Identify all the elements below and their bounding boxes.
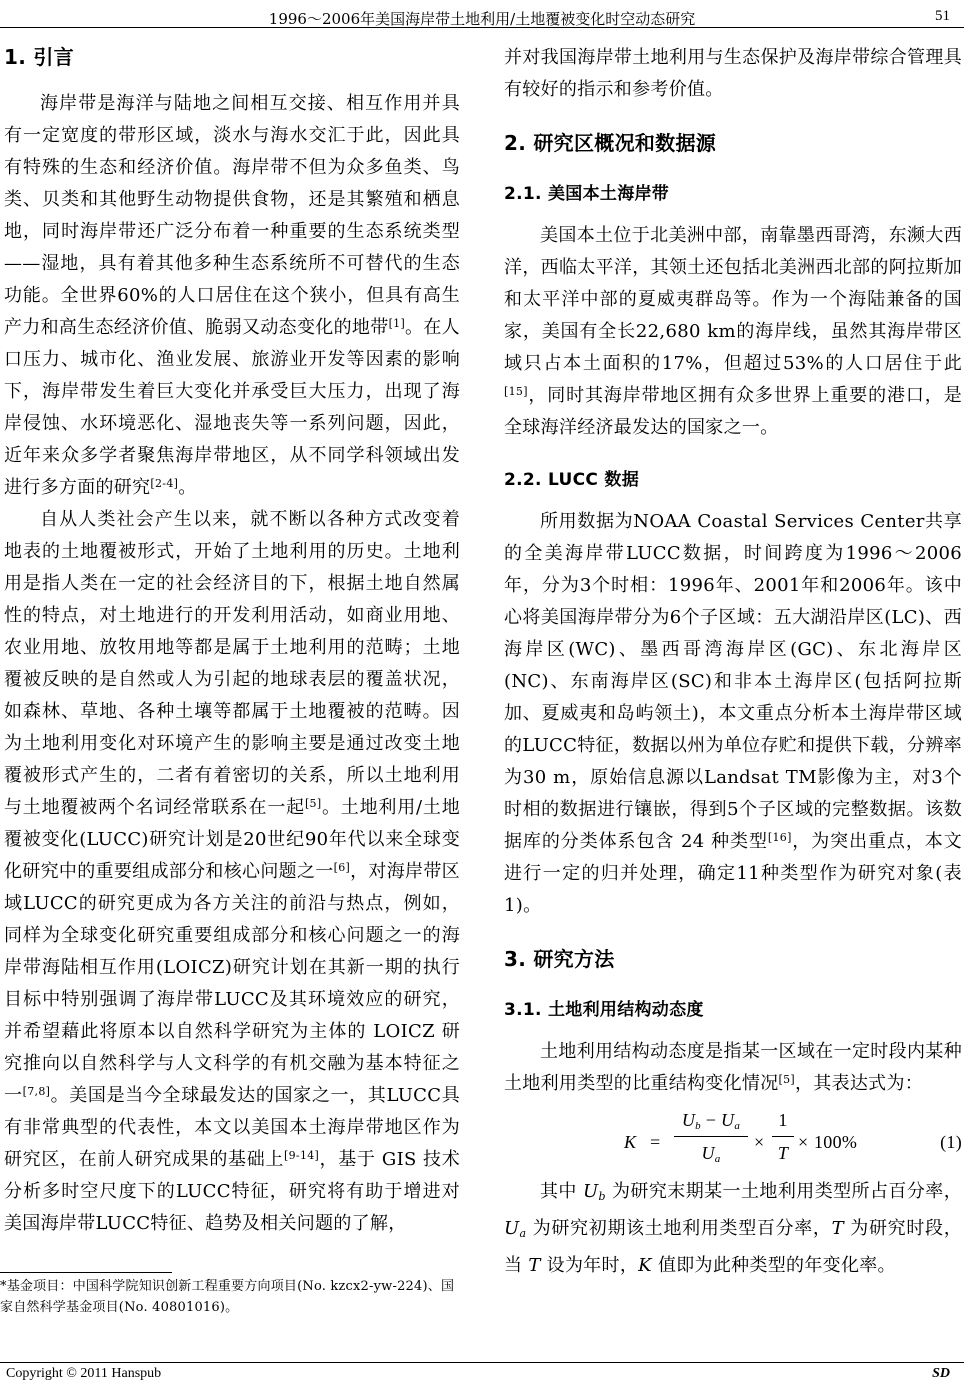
section-2-heading: 2. 研究区概况和数据源: [504, 131, 717, 155]
lucc-data-paragraph: 所用数据为NOAA Coastal Services Center共享的全美海岸带LUCC数据，时间跨度为1996～2006年，分为3个时相：1996年、2001年和2006年。该中心将美国海岸带分为6个子区域：五大湖沿岸区(LC)、西海岸区(WC)、墨西哥湾海岸区(GC)、东北海岸区(NC)、东南海岸区(SC)和非本土海岸区(包括阿拉斯加、夏威夷和岛屿领土)，本文重点分析本土海岸带区域的LUCC特征，数据以州为单位存贮和提供下载，分辨率为30 m，原始信息源以Landsat TM影像为主，对3个时相的数据进行镶嵌，得到5个子区域的完整数据。该数据库的分类体系包含 24 种类型[16]，为突出重点，本文进行一定的归并处理，确定11种类型作为研究对象(表1)。: [504, 511, 962, 916]
section-3-heading: 3. 研究方法: [504, 947, 615, 971]
right-column: [504, 42, 962, 1282]
left-column: [4, 42, 460, 1240]
section-2-1-heading: 2.1. 美国本土海岸带: [504, 184, 670, 204]
eq-fraction-1: $U_b - U_a$ $U_a$: [674, 1106, 748, 1167]
citation: [2-4]: [150, 477, 179, 490]
equation-number: (1): [940, 1132, 962, 1152]
footnote-rule: [0, 1272, 172, 1273]
intro-paragraph-1: 海岸带是海洋与陆地之间相互交接、相互作用并具有一定宽度的带形区域，淡水与海水交汇于此，因此具有特殊的生态和经济价值。海岸带不但为众多鱼类、鸟类、贝类和其他野生动物提供食物，还是其繁殖和栖息地，同时海岸带还广泛分布着一种重要的生态系统类型——湿地，具有着其他多种生态系统所不可替代的生态功能。全世界60%的人口居住在这个狭小，但具有高生产力和高生态经济价值、脆弱又动态变化的地带[1]。在人口压力、城市化、渔业发展、旅游业开发等因素的影响下，海岸带发生着巨大变化并承受巨大压力，出现了海岸侵蚀、水环境恶化、湿地丧失等一系列问题，因此，近年来众多学者聚焦海岸带地区，从不同学科领域出发进行多方面的研究[2-4]。: [4, 93, 460, 498]
dynamic-degree-paragraph: 土地利用结构动态度是指某一区域在一定时段内某种土地利用类型的比重结构变化情况[5]，其表达式为：: [504, 1041, 962, 1094]
section-2-2-heading: 2.2. LUCC 数据: [504, 470, 639, 490]
eq-percent: 100%: [814, 1132, 858, 1152]
citation: [9-14]: [284, 1149, 320, 1162]
copyright-notice: Copyright © 2011 Hanspub: [6, 1366, 162, 1381]
eq-times: ×: [754, 1132, 765, 1152]
funding-footnote: *基金项目：中国科学院知识创新工程重要方向项目(No. kzcx2-yw-224)、国家自然科学基金项目(No. 40801016)。: [0, 1279, 455, 1315]
eq-times: ×: [798, 1132, 809, 1152]
intro-paragraph-continued: 并对我国海岸带土地利用与生态保护及海岸带综合管理具有较好的指示和参考价值。: [504, 47, 962, 100]
section-1-heading: 1. 引言: [4, 45, 74, 69]
running-title: 1996～2006年美国海岸带土地利用/土地覆被变化时空动态研究: [268, 10, 696, 28]
section-3-1-heading: 3.1. 土地利用结构动态度: [504, 1000, 704, 1020]
citation: [7,8]: [22, 1085, 51, 1098]
header-rule: [0, 27, 964, 28]
eq-lhs: K: [624, 1132, 637, 1152]
equation-1: [504, 1106, 962, 1172]
citation: [1]: [388, 317, 406, 330]
citation: [6]: [333, 861, 351, 874]
intro-paragraph-2: 自从人类社会产生以来，就不断以各种方式改变着地表的土地覆被形式，开始了土地利用的历史。土地利用是指人类在一定的社会经济目的下，根据土地自然属性的特点，对土地进行的开发利用活动，如商业用地、农业用地、放牧用地等都是属于土地利用的范畴；土地覆被反映的是自然或人为引起的地球表层的覆盖状况，如森林、草地、各种土壤等都属于土地覆被的范畴。因为土地利用变化对环境产生的影响主要是通过改变土地覆被形式产生的，二者有着密切的关系，所以土地利用与土地覆被两个名词经常联系在一起[5]。土地利用/土地覆被变化(LUCC)研究计划是20世纪90年代以来全球变化研究中的重要组成部分和核心问题之一[6]，对海岸带区域LUCC的研究更成为各方关注的前沿与热点，例如，同样为全球变化研究重要组成部分和核心问题之一的海岸带海陆相互作用(LOICZ)研究计划在其新一期的执行目标中特别强调了海岸带LUCC及其环境效应的研究，并希望藉此将原本以自然科学研究为主体的 LOICZ 研究推向以自然科学与人文科学的有机交融为基本特征之一[7,8]。美国是当今全球最发达的国家之一，其LUCC具有非常典型的代表性，本文以美国本土海岸带地区作为研究区，在前人研究成果的基础上[9-14]，基于 GIS 技术分析多时空尺度下的LUCC特征，研究将有助于增进对美国海岸带LUCC特征、趋势及相关问题的了解，: [4, 509, 461, 1234]
footer-rule: [0, 1362, 964, 1363]
citation: [5]: [778, 1073, 795, 1086]
running-header: [0, 6, 964, 28]
citation: [5]: [304, 797, 322, 810]
page-number: 51: [935, 8, 950, 24]
eq-fraction-2: 1 T: [772, 1106, 794, 1167]
equation-explanation-paragraph: 其中 $U_b$ 为研究末期某一土地利用类型所占百分率，$U_a$ 为研究初期该土地利用类型百分率，T 为研究时段，当 T 设为年时，K 值即为此种类型的年变化率。: [504, 1181, 962, 1276]
journal-abbreviation: SD: [932, 1366, 950, 1381]
citation: [16]: [767, 831, 792, 844]
study-area-paragraph: 美国本土位于北美洲中部，南靠墨西哥湾，东濒大西洋，西临太平洋，其领土还包括北美洲西北部的阿拉斯加和太平洋中部的夏威夷群岛等。作为一个海陆兼备的国家，美国有全长22,680 km的海岸线，虽然其海岸带区域只占本土面积的17%，但超过53%的人口居住于此[15]，同时其海岸带地区拥有众多世界上重要的港口，是全球海洋经济最发达的国家之一。: [504, 225, 962, 438]
eq-equals: =: [650, 1132, 661, 1152]
citation: [15]: [504, 385, 528, 398]
